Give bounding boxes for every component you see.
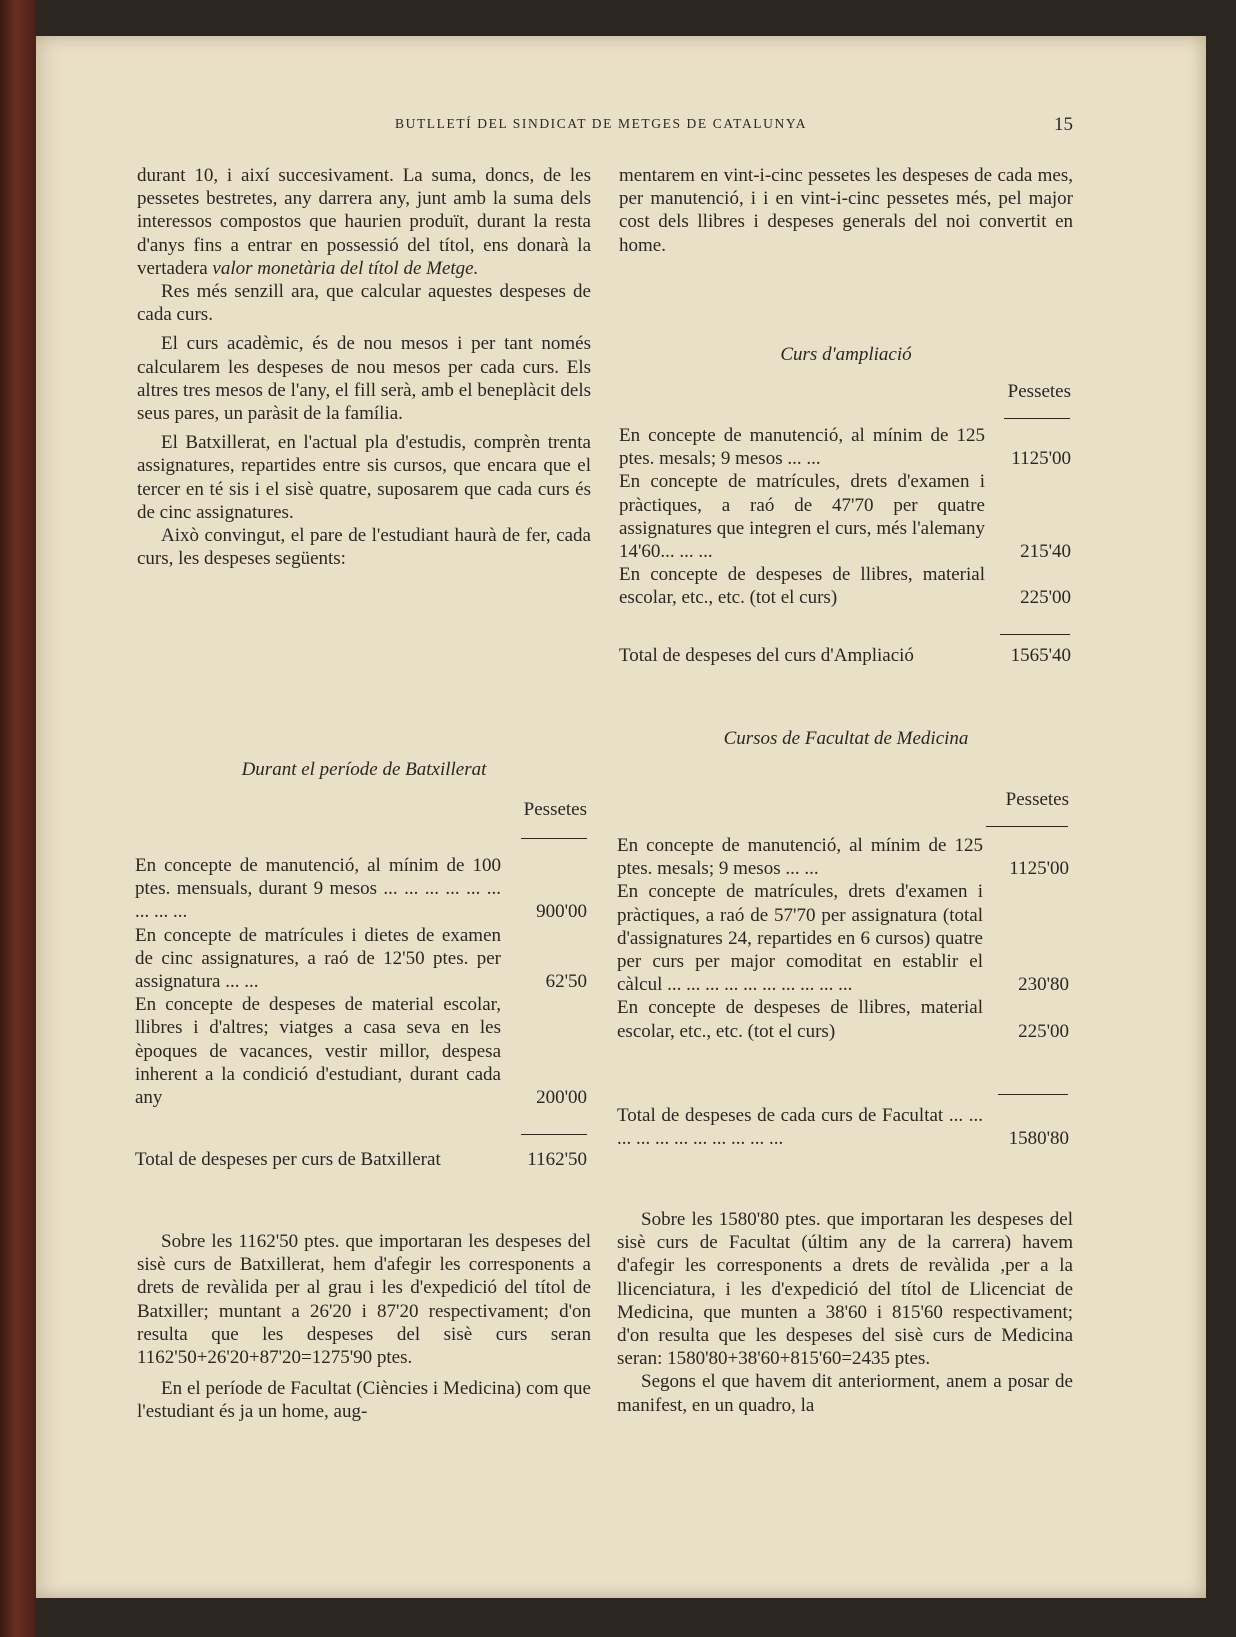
section-title-batxillerat: Durant el període de Batxillerat <box>241 759 487 780</box>
left-paragraph-4: El Batxillerat, en l'actual pla d'estudis, comprèn trenta assignatures, repartides entre sis cursos, que encara que el tercer en té sis i el sisè quatre, suposarem que cada curs és de cinc assignatures. <box>137 432 591 523</box>
section-title-facultat: Cursos de Facultat de Medicina <box>723 728 969 749</box>
table-row <box>617 996 1069 1042</box>
left-paragraph-7: En el període de Facultat (Ciències i Medicina) com que l'estudiant és ja un home, aug- <box>137 1378 591 1423</box>
section-title-ampliacio: Curs d'ampliació <box>780 344 912 365</box>
row-text: En concepte de manutenció, al mínim de 125 ptes. mesals; 9 mesos ... ... <box>617 835 983 880</box>
left-column-bottom <box>137 1230 591 1424</box>
total-amount: 1580'80 <box>1008 1128 1069 1150</box>
row-amount: 225'00 <box>1020 587 1071 609</box>
rule <box>1000 634 1070 635</box>
rule <box>521 838 587 839</box>
total-text: Total de despeses del curs d'Ampliació <box>619 645 914 666</box>
left-paragraph-3: El curs acadèmic, és de nou mesos i per tant només calcularem les despeses de nou mesos per cada curs. Els altres tres mesos de l'any, el fill serà, amb el beneplàcit dels seus pares, un paràsit de la família. <box>137 333 591 425</box>
row-text: En concepte de despeses de llibres, material escolar, etc., etc. (tot el curs) <box>617 997 983 1042</box>
left-paragraph-5: Això convingut, el pare de l'estudiant haurà de fer, cada curs, les despeses següents: <box>137 525 591 570</box>
row-amount: 215'40 <box>1020 541 1071 563</box>
table-row <box>135 924 587 994</box>
batxillerat-total <box>135 1148 587 1171</box>
facultat-table <box>617 834 1069 1043</box>
total-text: Total de despeses de cada curs de Facultat ... ... ... ... ... ... ... ... ... ... ... <box>617 1105 983 1150</box>
rule <box>998 1094 1068 1095</box>
running-title: BUTLLETÍ DEL SINDICAT DE METGES DE CATALUNYA <box>395 116 808 131</box>
table-row <box>619 470 1071 563</box>
row-text: En concepte de matrícules, drets d'examen i pràctiques, a raó de 47'70 per quatre assignatures que integren el curs, més l'alemany 14'60... ... ... <box>619 471 985 563</box>
row-amount: 900'00 <box>536 901 587 923</box>
row-amount: 1125'00 <box>1009 858 1069 880</box>
row-text: En concepte de despeses de material escolar, llibres i d'altres; viatges a casa seva en les èpoques de vacances, vestir millor, despesa inherent a la condició d'estudiant, durant cada any <box>135 994 501 1109</box>
facultat-total <box>617 1104 1069 1150</box>
left-paragraph-2: Res més senzill ara, que calcular aquestes despeses de cada curs. <box>137 281 591 326</box>
row-amount: 230'80 <box>1018 974 1069 996</box>
pessetes-header-facultat: Pessetes <box>1005 789 1069 810</box>
row-amount: 62'50 <box>545 971 587 993</box>
table-row <box>617 834 1069 880</box>
book-spine <box>0 0 36 1637</box>
left-paragraph-1-italic: valor monetària del títol de Metge. <box>212 257 479 279</box>
ampliacio-total <box>619 644 1071 667</box>
row-amount: 225'00 <box>1018 1020 1069 1042</box>
right-paragraph-1: mentarem en vint-i-cinc pessetes les despeses de cada mes, per manutenció, i i en vint-i-cinc pessetes més, pel major cost dels llibres i despeses generals del noi convertit en home. <box>619 165 1073 256</box>
right-paragraph-2: Sobre les 1580'80 ptes. que importaran les despeses del sisè curs de Facultat (últim any de la carrera) havem d'afegir les corresponents a drets de revàlida ,per a la llicenciatura, i les d'expedició del títol de Llicenciat de Medicina, que munten a 38'60 i 815'60 respectivament; d'on resulta que les despeses del sisè curs de Medicina seran: 1580'80+38'60+815'60=2435 ptes. <box>617 1209 1073 1370</box>
left-column-top <box>137 164 591 570</box>
right-column-bottom <box>617 1208 1073 1417</box>
row-text: En concepte de matrícules, drets d'examen i pràctiques, a raó de 57'70 per assignatura (total d'assignatures 24, repartides en 6 cursos) quatre per curs per major comoditat en establir el càlcul ... ... ... ... ... ... ... ... ... ... <box>617 881 983 996</box>
rule <box>521 1134 587 1135</box>
table-row <box>135 993 587 1109</box>
row-amount: 200'00 <box>536 1087 587 1109</box>
row-text: En concepte de manutenció, al mínim de 125 ptes. mesals; 9 mesos ... ... <box>619 425 985 470</box>
table-row <box>619 563 1071 609</box>
table-row <box>619 424 1071 470</box>
left-paragraph-6: Sobre les 1162'50 ptes. que importaran les despeses del sisè curs de Batxillerat, hem d'afegir les corresponents a drets de revàlida per al grau i les d'expedició del títol de Batxiller; muntant a 26'20 i 87'20 respectivament; d'on resulta que les despeses del sisè curs seran 1162'50+26'20+87'20=1275'90 ptes. <box>137 1231 591 1369</box>
row-text: En concepte de manutenció, al mínim de 100 ptes. mensuals, durant 9 mesos ... ... ... ... ... ... ... ... ... <box>135 855 501 923</box>
total-amount: 1162'50 <box>527 1149 587 1170</box>
page-number: 15 <box>1054 114 1073 135</box>
batxillerat-table <box>135 854 587 1109</box>
row-amount: 1125'00 <box>1011 448 1071 470</box>
table-row <box>135 854 587 924</box>
row-text: En concepte de matrícules i dietes de examen de cinc assignatures, a raó de 12'50 ptes. per assignatura ... ... <box>135 924 501 993</box>
total-text: Total de despeses per curs de Batxillerat <box>135 1149 441 1170</box>
rule <box>986 826 1068 827</box>
row-text: En concepte de despeses de llibres, material escolar, etc., etc. (tot el curs) <box>619 564 985 609</box>
right-column-top <box>619 164 1073 257</box>
total-amount: 1565'40 <box>1010 645 1071 666</box>
left-paragraph-1: durant 10, i així succesivament. La suma, doncs, de les pessetes bestretes, any darrera any, junt amb la suma dels interessos compostos que haurien produït, durant la resta d'anys fins a entrar en possessió del títol, ens donarà la vertadera valor monetària del títol de Metge. <box>137 165 591 279</box>
pessetes-header-ampliacio: Pessetes <box>1007 381 1071 402</box>
rule <box>1004 418 1070 419</box>
pessetes-header-batxillerat: Pessetes <box>523 799 587 820</box>
ampliacio-table <box>619 424 1071 610</box>
right-paragraph-3: Segons el que havem dit anteriorment, anem a posar de manifest, en un quadro, la <box>617 1371 1073 1416</box>
table-row <box>617 880 1069 996</box>
